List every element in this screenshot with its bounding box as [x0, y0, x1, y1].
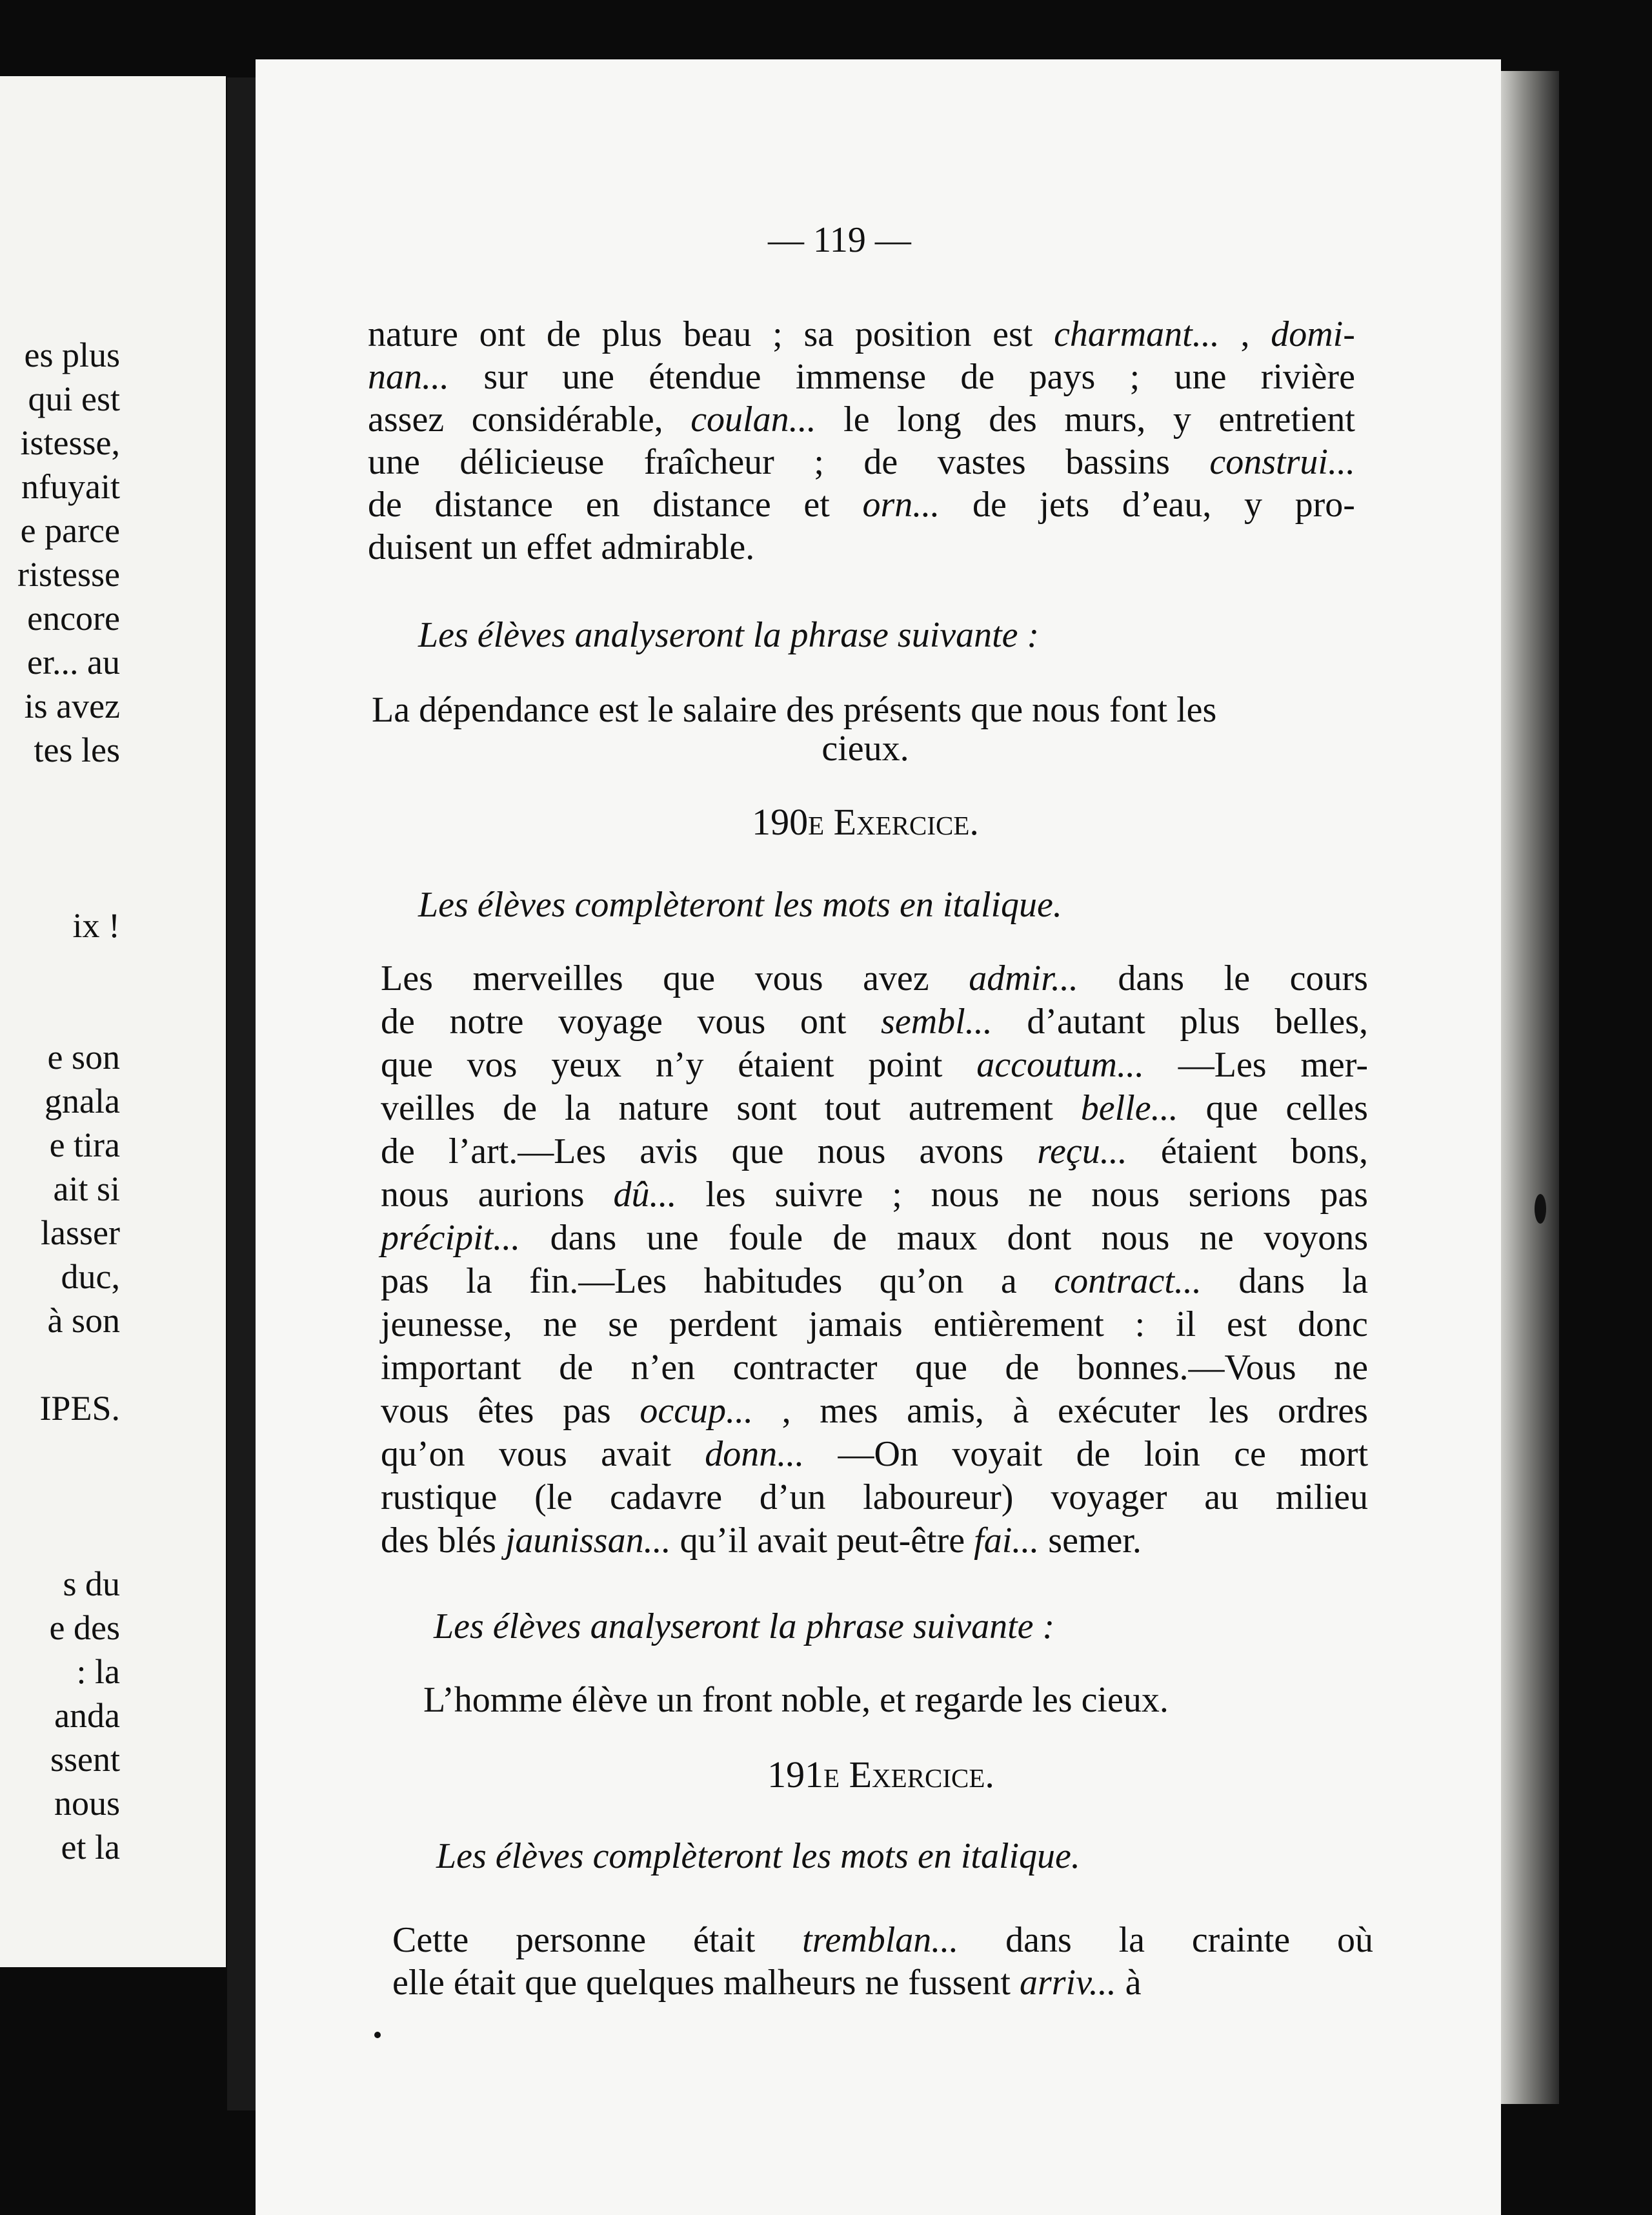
- word: vous: [498, 1434, 567, 1474]
- word: ;: [772, 314, 783, 354]
- word: murs,: [1064, 400, 1146, 440]
- word: celles: [1285, 1088, 1368, 1128]
- word: qu’il: [680, 1521, 749, 1561]
- word: une: [562, 357, 615, 397]
- word: d’eau,: [1122, 485, 1212, 525]
- word: y: [1173, 400, 1191, 440]
- word: cadavre: [609, 1477, 723, 1517]
- word: de: [368, 485, 402, 525]
- word: Les: [381, 958, 433, 998]
- word: de: [960, 357, 995, 397]
- word: nous: [1101, 1218, 1170, 1258]
- word: étaient: [1160, 1131, 1258, 1171]
- word: nous: [817, 1131, 886, 1171]
- word: vos: [467, 1045, 518, 1085]
- word: dont: [1007, 1218, 1072, 1258]
- book-gutter: [227, 77, 257, 2110]
- word: pro-: [1294, 485, 1355, 525]
- text-line: [381, 1432, 1368, 1476]
- word: qu’on: [381, 1434, 465, 1474]
- text-line: [381, 1519, 1151, 1563]
- word: de: [381, 1131, 415, 1171]
- speck: [374, 2032, 381, 2038]
- word: que: [525, 1963, 578, 2003]
- left-fragment-line: e tira: [49, 1126, 120, 1164]
- word: ordres: [1278, 1391, 1368, 1431]
- word: donc: [1298, 1304, 1368, 1344]
- word: vastes: [937, 442, 1026, 482]
- italic-word: admir...: [969, 958, 1078, 998]
- word: rivière: [1260, 357, 1355, 397]
- word: contracter: [732, 1348, 878, 1388]
- word: belles,: [1274, 1002, 1368, 1042]
- word: ce: [1234, 1434, 1266, 1474]
- word: nature: [368, 314, 458, 354]
- word: les: [705, 1175, 746, 1215]
- word: sur: [483, 357, 528, 397]
- word: quelques: [586, 1963, 715, 2003]
- word: considérable,: [471, 400, 663, 440]
- italic-word: précipit...: [381, 1218, 521, 1258]
- word: dans: [1238, 1261, 1305, 1301]
- text-line: [392, 1961, 1151, 2005]
- word: le: [843, 400, 870, 440]
- word: rustique: [381, 1477, 498, 1517]
- exercise-191-heading: 191e Exercice.: [767, 1754, 994, 1795]
- word: elle: [392, 1963, 445, 2003]
- text-line: [381, 1129, 1368, 1173]
- word: fraîcheur: [643, 442, 774, 482]
- text-line: [381, 956, 1368, 1000]
- word: important: [381, 1348, 521, 1388]
- word: ;: [1129, 357, 1140, 397]
- word: est: [992, 314, 1033, 354]
- left-fragment-line: duc,: [61, 1257, 120, 1296]
- word: des: [989, 400, 1037, 440]
- word: était: [692, 1920, 756, 1960]
- word: nous: [381, 1175, 449, 1215]
- word: —On: [838, 1434, 918, 1474]
- word: plus: [1180, 1002, 1240, 1042]
- word: de: [559, 1348, 594, 1388]
- instruction-complete-1: Les élèves complèteront les mots en italique.: [418, 885, 1062, 925]
- text-line: [381, 1216, 1368, 1260]
- word: fin.—Les: [529, 1261, 667, 1301]
- left-fragment-line: qui est: [28, 379, 120, 418]
- word: pays: [1029, 357, 1096, 397]
- word: de: [503, 1088, 538, 1128]
- word: ,: [781, 1391, 791, 1431]
- word: jeunesse,: [381, 1304, 512, 1344]
- word: délicieuse: [459, 442, 605, 482]
- word: merveilles: [472, 958, 623, 998]
- italic-word: charmant...: [1054, 314, 1220, 354]
- left-fragment-line: encore: [27, 599, 120, 638]
- italic-word: belle...: [1080, 1088, 1178, 1128]
- word: blés: [438, 1521, 496, 1561]
- left-fragment-line: er... au: [27, 643, 120, 682]
- page-number: — 119 —: [768, 220, 911, 260]
- text-line: [381, 1173, 1368, 1217]
- word: la: [1118, 1920, 1145, 1960]
- word: habitudes: [703, 1261, 843, 1301]
- word: notre: [449, 1002, 524, 1042]
- word: est: [1226, 1304, 1267, 1344]
- word: jets: [1039, 485, 1090, 525]
- word: personne: [516, 1920, 647, 1960]
- word: effet: [526, 527, 592, 567]
- left-fragment-line: s du: [63, 1564, 120, 1603]
- word: le: [1224, 958, 1251, 998]
- left-fragment-line: ait si: [53, 1169, 120, 1208]
- word: malheurs: [723, 1963, 856, 2003]
- word: mort: [1300, 1434, 1368, 1474]
- word: d’un: [759, 1477, 826, 1517]
- word: plus: [601, 314, 662, 354]
- word: immense: [795, 357, 927, 397]
- word: n’en: [630, 1348, 696, 1388]
- italic-word: fai...: [974, 1521, 1040, 1561]
- text-line: [381, 1389, 1368, 1433]
- left-fragment-line: ristesse: [17, 555, 120, 594]
- word: avons: [919, 1131, 1004, 1171]
- left-fragment-line: et la: [61, 1828, 120, 1866]
- word: la: [466, 1261, 492, 1301]
- word: la: [1342, 1261, 1368, 1301]
- word: la: [565, 1088, 591, 1128]
- text-line: [368, 525, 763, 569]
- word: pas: [1320, 1175, 1368, 1215]
- word: voyait: [952, 1434, 1043, 1474]
- word: êtes: [478, 1391, 534, 1431]
- word: milieu: [1275, 1477, 1368, 1517]
- italic-word: jaunissan...: [505, 1521, 671, 1561]
- word: entretient: [1218, 400, 1355, 440]
- word: nous: [1091, 1175, 1160, 1215]
- left-fragment-line: à son: [47, 1301, 120, 1340]
- left-fragment-line: nous: [54, 1784, 120, 1823]
- word: avait: [601, 1434, 671, 1474]
- word: distance: [652, 485, 771, 525]
- word: distance: [434, 485, 554, 525]
- italic-word: domi-: [1271, 314, 1355, 354]
- phrase-2: L’homme élève un front noble, et regarde les cieux.: [423, 1680, 1169, 1720]
- word: voyage: [558, 1002, 663, 1042]
- word: amis,: [907, 1391, 984, 1431]
- left-fragment-line: gnala: [45, 1082, 120, 1120]
- word: de: [863, 442, 898, 482]
- text-line: [381, 1086, 1368, 1130]
- word: vous: [381, 1391, 449, 1431]
- word: ont: [479, 314, 526, 354]
- text-line: [381, 1043, 1368, 1087]
- left-fragment-line: anda: [54, 1696, 120, 1735]
- word: que: [731, 1131, 784, 1171]
- word: ne: [543, 1304, 578, 1344]
- word: pas: [563, 1391, 611, 1431]
- word: laboureur): [863, 1477, 1014, 1517]
- text-line: [392, 1918, 1373, 1962]
- word: beau: [683, 314, 752, 354]
- word: sa: [803, 314, 834, 354]
- word: n’y: [655, 1045, 704, 1085]
- word: ne: [1028, 1175, 1063, 1215]
- left-fragment-line: ssent: [50, 1740, 120, 1779]
- word: aurions: [478, 1175, 585, 1215]
- word: de: [832, 1218, 867, 1258]
- italic-word: accoutum...: [976, 1045, 1144, 1085]
- word: crainte: [1191, 1920, 1291, 1960]
- italic-word: tremblan...: [802, 1920, 959, 1960]
- left-fragment-line: tes les: [34, 731, 120, 769]
- word: ne: [1199, 1218, 1234, 1258]
- word: les: [1209, 1391, 1249, 1431]
- left-fragment-line: istesse,: [20, 423, 120, 462]
- word: étendue: [649, 357, 761, 397]
- word: de: [381, 1002, 415, 1042]
- italic-word: nan...: [368, 357, 449, 397]
- text-line: [381, 1302, 1368, 1346]
- left-fragment-line: e des: [49, 1608, 120, 1647]
- word: voyons: [1264, 1218, 1368, 1258]
- word: où: [1336, 1920, 1373, 1960]
- word: il: [1176, 1304, 1196, 1344]
- left-fragment-line: : la: [76, 1652, 120, 1691]
- instruction-complete-2: Les élèves complèteront les mots en italique.: [436, 1836, 1080, 1876]
- word: ,: [1240, 314, 1250, 354]
- word: à: [1125, 1963, 1142, 2003]
- word: une: [1174, 357, 1227, 397]
- instruction-analyse-2: Les élèves analyseront la phrase suivante :: [434, 1606, 1055, 1646]
- word: à: [1012, 1391, 1029, 1431]
- word: était: [453, 1963, 516, 2003]
- word: serions: [1188, 1175, 1291, 1215]
- word: bonnes.—Vous: [1076, 1348, 1296, 1388]
- text-line: [368, 440, 1355, 484]
- italic-word: dû...: [613, 1175, 677, 1215]
- instruction-analyse-1: Les élèves analyseront la phrase suivante :: [418, 615, 1040, 655]
- word: ;: [892, 1175, 902, 1215]
- word: mes: [820, 1391, 878, 1431]
- word: semer.: [1048, 1521, 1142, 1561]
- word: de: [1005, 1348, 1040, 1388]
- binding-mark: [1535, 1194, 1546, 1224]
- left-fragment-line: IPES.: [39, 1389, 120, 1428]
- word: qu’on: [879, 1261, 964, 1301]
- word: Cette: [392, 1920, 469, 1960]
- word: ont: [800, 1002, 847, 1042]
- text-line: [381, 1259, 1368, 1303]
- word: un: [481, 527, 518, 567]
- word: autrement: [908, 1088, 1053, 1128]
- text-line: [381, 1346, 1368, 1390]
- word: se: [608, 1304, 638, 1344]
- phrase-1-line-2: cieux.: [821, 729, 909, 769]
- phrase-1-line-1: La dépendance est le salaire des présents que nous font les: [372, 690, 1217, 730]
- word: sont: [736, 1088, 797, 1128]
- word: avait: [757, 1521, 828, 1561]
- text-line: [368, 355, 1355, 399]
- word: suivre: [774, 1175, 863, 1215]
- word: une: [646, 1218, 699, 1258]
- word: bons,: [1291, 1131, 1368, 1171]
- word: au: [1204, 1477, 1239, 1517]
- word: de: [1076, 1434, 1111, 1474]
- left-page-fragment: [0, 76, 226, 1967]
- word: duisent: [368, 527, 472, 567]
- italic-word: occup...: [640, 1391, 754, 1431]
- left-fragment-line: nfuyait: [21, 467, 120, 506]
- exercise-190-heading: 190e Exercice.: [752, 801, 979, 843]
- word: foule: [729, 1218, 803, 1258]
- word: ne: [1334, 1348, 1368, 1388]
- word: des: [381, 1521, 429, 1561]
- word: y: [1244, 485, 1262, 525]
- word: étaient: [738, 1045, 834, 1085]
- word: et: [803, 485, 830, 525]
- word: assez: [368, 400, 445, 440]
- italic-word: contract...: [1054, 1261, 1202, 1301]
- word: bassins: [1065, 442, 1170, 482]
- italic-word: reçu...: [1037, 1131, 1127, 1171]
- word: de: [546, 314, 581, 354]
- word: admirable.: [601, 527, 755, 567]
- word: a: [1000, 1261, 1017, 1301]
- italic-word: construi...: [1209, 442, 1355, 482]
- italic-word: coulan...: [690, 400, 816, 440]
- text-line: [368, 312, 1355, 356]
- word: en: [585, 485, 620, 525]
- word: perdent: [669, 1304, 778, 1344]
- word: une: [368, 442, 420, 482]
- word: cours: [1289, 958, 1368, 998]
- word: nature: [618, 1088, 709, 1128]
- word: position: [854, 314, 972, 354]
- word: l’art.—Les: [448, 1131, 607, 1171]
- page-edge: [1501, 71, 1559, 2104]
- left-fragment-line: e son: [47, 1038, 120, 1077]
- left-fragment-line: lasser: [41, 1213, 120, 1252]
- italic-word: orn...: [862, 485, 940, 525]
- text-line: [368, 398, 1355, 441]
- word: d’autant: [1027, 1002, 1145, 1042]
- word: peut-être: [836, 1521, 965, 1561]
- word: vous: [697, 1002, 766, 1042]
- word: ne: [865, 1963, 900, 2003]
- word: (le: [534, 1477, 573, 1517]
- italic-word: arriv...: [1019, 1963, 1116, 2003]
- word: ;: [814, 442, 824, 482]
- word: :: [1134, 1304, 1145, 1344]
- text-line: [368, 483, 1355, 527]
- word: exécuter: [1057, 1391, 1180, 1431]
- text-line: [381, 1475, 1368, 1519]
- word: mer-: [1300, 1045, 1368, 1085]
- word: maux: [896, 1218, 978, 1258]
- word: dans: [550, 1218, 617, 1258]
- text-line: [381, 1000, 1368, 1044]
- word: avis: [640, 1131, 698, 1171]
- left-fragment-line: ix !: [72, 906, 120, 945]
- word: long: [897, 400, 962, 440]
- italic-word: sembl...: [881, 1002, 992, 1042]
- word: que: [663, 958, 716, 998]
- word: veilles: [381, 1088, 476, 1128]
- word: tout: [824, 1088, 881, 1128]
- word: que: [381, 1045, 433, 1085]
- word: vous: [754, 958, 823, 998]
- italic-word: donn...: [705, 1434, 805, 1474]
- word: que: [1205, 1088, 1258, 1128]
- left-fragment-line: es plus: [24, 336, 120, 374]
- word: point: [868, 1045, 943, 1085]
- word: jamais: [808, 1304, 903, 1344]
- word: dans: [1005, 1920, 1072, 1960]
- word: voyager: [1051, 1477, 1167, 1517]
- word: pas: [381, 1261, 429, 1301]
- word: dans: [1118, 958, 1185, 998]
- word: entièrement: [933, 1304, 1104, 1344]
- word: que: [915, 1348, 967, 1388]
- word: —Les: [1178, 1045, 1267, 1085]
- word: avez: [863, 958, 929, 998]
- word: fussent: [908, 1963, 1011, 2003]
- word: de: [972, 485, 1007, 525]
- word: yeux: [551, 1045, 622, 1085]
- word: nous: [931, 1175, 1000, 1215]
- left-fragment-line: is avez: [24, 687, 120, 725]
- word: loin: [1143, 1434, 1200, 1474]
- left-fragment-line: e parce: [20, 511, 120, 550]
